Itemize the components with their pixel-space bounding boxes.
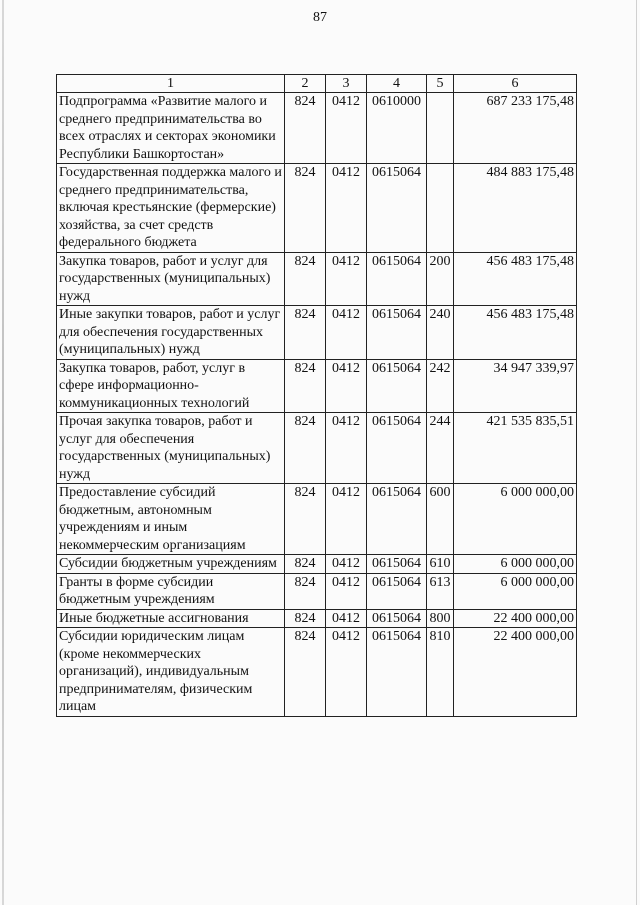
row-target-code: 0615064 — [367, 164, 427, 253]
table-row — [57, 252, 577, 306]
scan-right-edge — [636, 0, 637, 905]
row-expense-type — [427, 93, 454, 164]
row-target-code: 0615064 — [367, 573, 427, 609]
row-target-code: 0615064 — [367, 628, 427, 717]
table-row — [57, 555, 577, 574]
page-number: 87 — [313, 10, 327, 25]
row-section-code: 0412 — [326, 413, 367, 484]
scan-left-edge — [2, 0, 4, 905]
row-expense-type: 613 — [427, 573, 454, 609]
row-ministry-code: 824 — [285, 252, 326, 306]
row-ministry-code: 824 — [285, 609, 326, 628]
table-row — [57, 484, 577, 555]
header-col-4: 4 — [367, 75, 427, 93]
budget-table — [56, 74, 577, 717]
row-name: Субсидии бюджетным учреждениям — [57, 555, 285, 574]
row-section-code: 0412 — [326, 628, 367, 717]
row-ministry-code: 824 — [285, 484, 326, 555]
row-name: Субсидии юридическим лицам (кроме некоммерческих организаций), индивидуальным предпринимателям, физическим лицам — [57, 628, 285, 717]
row-section-code: 0412 — [326, 93, 367, 164]
row-name: Иные закупки товаров, работ и услуг для обеспечения государственных (муниципальных) нужд — [57, 306, 285, 360]
row-target-code: 0615064 — [367, 306, 427, 360]
row-target-code: 0615064 — [367, 252, 427, 306]
row-target-code: 0615064 — [367, 413, 427, 484]
table-header — [57, 75, 577, 93]
row-expense-type: 240 — [427, 306, 454, 360]
row-section-code: 0412 — [326, 573, 367, 609]
table-row — [57, 359, 577, 413]
row-amount: 6 000 000,00 — [454, 555, 577, 574]
table-row — [57, 93, 577, 164]
row-amount: 456 483 175,48 — [454, 252, 577, 306]
row-name: Предоставление субсидий бюджетным, автономным учреждениям и иным некоммерческим организациям — [57, 484, 285, 555]
row-expense-type: 610 — [427, 555, 454, 574]
row-amount: 687 233 175,48 — [454, 93, 577, 164]
row-section-code: 0412 — [326, 484, 367, 555]
row-section-code: 0412 — [326, 306, 367, 360]
row-target-code: 0615064 — [367, 359, 427, 413]
row-ministry-code: 824 — [285, 164, 326, 253]
row-amount: 421 535 835,51 — [454, 413, 577, 484]
row-ministry-code: 824 — [285, 573, 326, 609]
row-name: Гранты в форме субсидии бюджетным учреждениям — [57, 573, 285, 609]
row-section-code: 0412 — [326, 555, 367, 574]
row-amount: 22 400 000,00 — [454, 628, 577, 717]
header-col-2: 2 — [285, 75, 326, 93]
row-target-code: 0615064 — [367, 484, 427, 555]
row-name: Закупка товаров, работ, услуг в сфере информационно-коммуникационных технологий — [57, 359, 285, 413]
table-row — [57, 164, 577, 253]
header-row — [57, 75, 577, 93]
row-expense-type: 600 — [427, 484, 454, 555]
row-expense-type: 800 — [427, 609, 454, 628]
row-ministry-code: 824 — [285, 555, 326, 574]
row-expense-type: 200 — [427, 252, 454, 306]
row-section-code: 0412 — [326, 164, 367, 253]
row-name: Государственная поддержка малого и среднего предпринимательства, включая крестьянские (фермерские) хозяйства, за счет средств федерального бюджета — [57, 164, 285, 253]
row-amount: 484 883 175,48 — [454, 164, 577, 253]
table-row — [57, 413, 577, 484]
row-section-code: 0412 — [326, 252, 367, 306]
row-ministry-code: 824 — [285, 306, 326, 360]
row-ministry-code: 824 — [285, 93, 326, 164]
row-name: Иные бюджетные ассигнования — [57, 609, 285, 628]
table-row — [57, 306, 577, 360]
row-name: Прочая закупка товаров, работ и услуг для обеспечения государственных (муниципальных) нужд — [57, 413, 285, 484]
row-name: Закупка товаров, работ и услуг для государственных (муниципальных) нужд — [57, 252, 285, 306]
row-amount: 6 000 000,00 — [454, 573, 577, 609]
table-row — [57, 609, 577, 628]
row-expense-type: 244 — [427, 413, 454, 484]
row-amount: 34 947 339,97 — [454, 359, 577, 413]
row-ministry-code: 824 — [285, 628, 326, 717]
row-expense-type: 242 — [427, 359, 454, 413]
row-name: Подпрограмма «Развитие малого и среднего предпринимательства во всех отраслях и секторах экономики Республики Башкортостан» — [57, 93, 285, 164]
row-amount: 456 483 175,48 — [454, 306, 577, 360]
row-target-code: 0615064 — [367, 555, 427, 574]
header-col-5: 5 — [427, 75, 454, 93]
row-ministry-code: 824 — [285, 359, 326, 413]
table-row — [57, 573, 577, 609]
header-col-6: 6 — [454, 75, 577, 93]
row-section-code: 0412 — [326, 609, 367, 628]
row-ministry-code: 824 — [285, 413, 326, 484]
header-col-3: 3 — [326, 75, 367, 93]
row-target-code: 0615064 — [367, 609, 427, 628]
header-col-1: 1 — [57, 75, 285, 93]
row-section-code: 0412 — [326, 359, 367, 413]
row-expense-type: 810 — [427, 628, 454, 717]
row-expense-type — [427, 164, 454, 253]
table-row — [57, 628, 577, 717]
table-body — [57, 93, 577, 717]
row-amount: 6 000 000,00 — [454, 484, 577, 555]
row-target-code: 0610000 — [367, 93, 427, 164]
row-amount: 22 400 000,00 — [454, 609, 577, 628]
